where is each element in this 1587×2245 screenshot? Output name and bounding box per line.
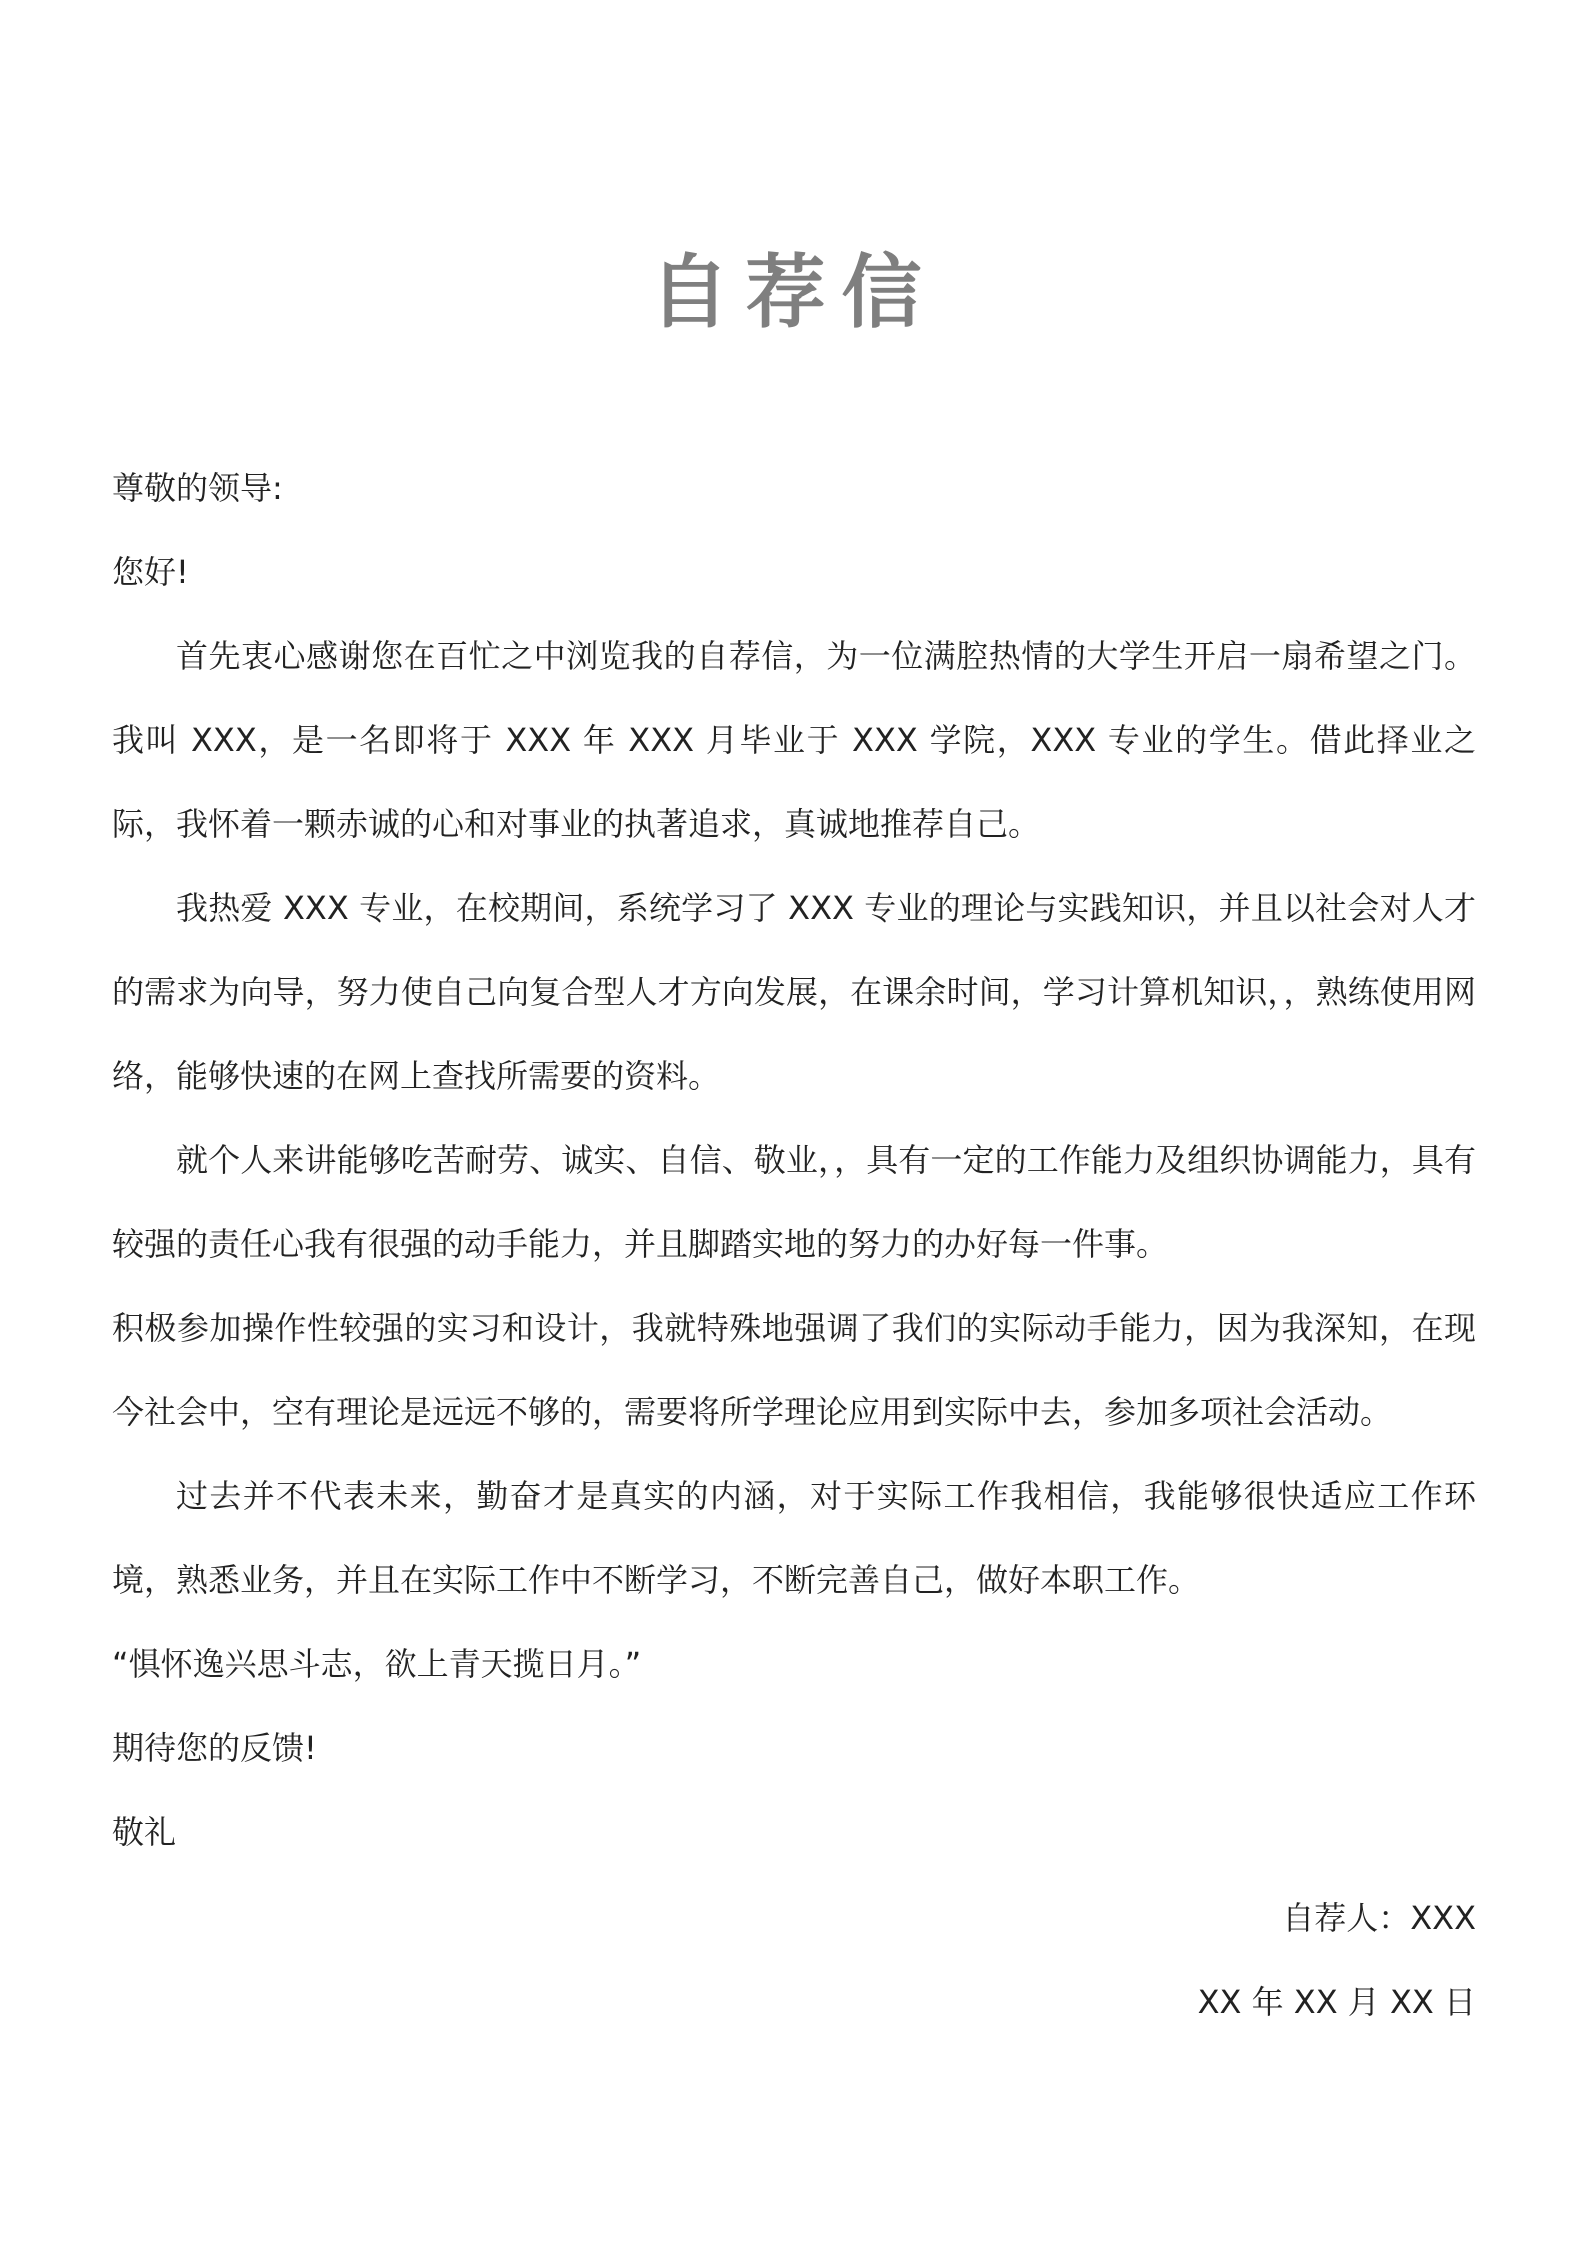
signature: 自荐人：XXX (1282, 1899, 1476, 1937)
date: XX 年 XX 月 XX 日 (1197, 1983, 1476, 2021)
paragraph-future: 过去并不代表未来，勤奋才是真实的内涵，对于实际工作我相信，我能够很快适应工作环境，熟悉业务，并且在实际工作中不断学习，不断完善自己，做好本职工作。 (112, 1477, 1476, 1599)
regards: 敬礼 (112, 1813, 177, 1851)
paragraph-major: 我热爱 XXX 专业，在校期间，系统学习了 XXX 专业的理论与实践知识，并且以社会对人才的需求为向导，努力使自己向复合型人才方向发展，在课余时间，学习计算机知识，，熟练使用网络，能够快速的在网上查找所需要的资料。 (112, 889, 1476, 1095)
quote: “惧怀逸兴思斗志，欲上青天揽日月。” (112, 1645, 642, 1683)
letter-body (112, 446, 1476, 1874)
paragraph-practice: 积极参加操作性较强的实习和设计，我就特殊地强调了我们的实际动手能力，因为我深知，在现今社会中，空有理论是远远不够的，需要将所学理论应用到实际中去，参加多项社会活动。 (112, 1309, 1476, 1431)
closing-wish: 期待您的反馈! (112, 1729, 317, 1767)
greeting: 您好! (112, 553, 189, 591)
paragraph-introduction: 首先衷心感谢您在百忙之中浏览我的自荐信，为一位满腔热情的大学生开启一扇希望之门。我叫 XXX，是一名即将于 XXX 年 XXX 月毕业于 XXX 学院，XXX 专业的学生。借此择业之际，我怀着一颗赤诚的心和对事业的执著追求，真诚地推荐自己。 (112, 637, 1476, 843)
signature-block (112, 1876, 1476, 2044)
document-title: 自荐信 (649, 246, 938, 339)
paragraph-personal-qualities: 就个人来讲能够吃苦耐劳、诚实、自信、敬业，，具有一定的工作能力及组织协调能力，具有较强的责任心我有很强的动手能力，并且脚踏实地的努力的办好每一件事。 (112, 1141, 1476, 1263)
salutation: 尊敬的领导: (112, 469, 283, 507)
